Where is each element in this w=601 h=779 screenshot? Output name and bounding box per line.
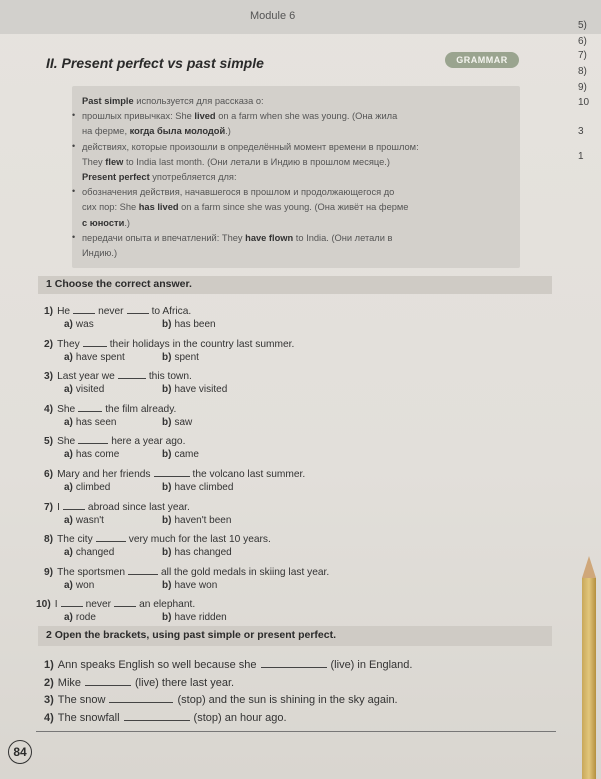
question-number: 2)	[44, 338, 54, 350]
question-row	[44, 369, 192, 382]
question-number: 4)	[44, 403, 54, 415]
fill-in-row	[44, 711, 287, 724]
option-b[interactable]	[162, 319, 216, 330]
grammar-badge: GRAMMAR	[445, 52, 519, 68]
option-letter: a)	[64, 384, 73, 396]
answer-blank[interactable]	[83, 337, 107, 347]
grammar-text: передачи опыта и впечатлений: They	[82, 232, 246, 243]
option-b[interactable]	[162, 580, 217, 591]
grammar-line	[82, 172, 237, 182]
grammar-line	[82, 218, 130, 228]
option-b[interactable]	[162, 547, 232, 558]
grammar-text: They	[82, 156, 106, 167]
question-text: the film already.	[105, 403, 177, 415]
grammar-text: прошлых привычках: She	[82, 111, 195, 122]
grammar-keyword: has lived	[138, 202, 179, 213]
grammar-text: сих пор: She	[82, 202, 139, 213]
option-letter: b)	[162, 612, 172, 624]
grammar-keyword: have flown	[245, 232, 294, 243]
question-text: to Africa.	[151, 306, 192, 317]
option-letter: a)	[64, 514, 73, 526]
module-label: Module 6	[250, 10, 296, 22]
grammar-text: on a farm when she was young. (Она жила	[215, 111, 398, 122]
question-row	[44, 304, 191, 317]
option-text: have ridden	[174, 612, 227, 624]
bullet-icon: •	[72, 140, 76, 151]
answer-blank[interactable]	[127, 304, 149, 314]
grammar-text: на ферме,	[82, 126, 130, 137]
option-b[interactable]	[162, 612, 227, 623]
grammar-line	[82, 96, 264, 106]
question-text: this town.	[148, 371, 192, 383]
question-row	[44, 467, 305, 480]
question-number: 3)	[44, 371, 54, 383]
question-text: Mary and her friends	[57, 469, 151, 480]
question-row	[36, 597, 195, 610]
question-number: 9)	[44, 566, 54, 578]
answer-blank[interactable]	[85, 676, 131, 686]
exercise-1-title: 1 Choose the correct answer.	[46, 278, 192, 290]
question-text: The city	[57, 534, 93, 546]
exercise-2-title: 2 Open the brackets, using past simple or present perfect.	[46, 629, 337, 641]
option-text: haven't been	[174, 514, 232, 526]
item-text: Mike	[57, 676, 82, 689]
answer-blank[interactable]	[124, 711, 190, 721]
question-text: I	[54, 599, 58, 611]
option-letter: b)	[162, 547, 172, 559]
item-text: Ann speaks English so well because she	[57, 659, 257, 671]
pencil-icon	[582, 578, 596, 779]
grammar-text: .)	[124, 217, 130, 228]
option-text: has come	[75, 449, 120, 461]
answer-blank[interactable]	[154, 467, 190, 477]
question-text: the volcano last summer.	[192, 469, 306, 480]
item-number: 2)	[44, 676, 54, 689]
option-letter: b)	[162, 579, 172, 591]
item-number: 1)	[44, 659, 54, 671]
fill-in-row	[44, 693, 398, 706]
option-a[interactable]	[64, 449, 119, 460]
grammar-line	[82, 248, 117, 258]
right-edge-number: 3	[578, 126, 584, 137]
option-text: has seen	[75, 416, 117, 428]
option-letter: b)	[162, 384, 172, 396]
item-text: The snowfall	[57, 711, 120, 724]
question-row	[44, 565, 329, 578]
item-text: (live) in England.	[330, 659, 413, 671]
right-edge-number: 7)	[578, 50, 587, 61]
option-letter: a)	[64, 579, 73, 591]
item-text: The snow	[57, 694, 106, 706]
option-letter: b)	[162, 449, 172, 461]
option-text: have spent	[75, 351, 125, 363]
option-letter: a)	[64, 482, 73, 493]
question-text: I	[57, 501, 60, 513]
fill-in-row	[44, 658, 412, 671]
grammar-text: on a farm since she was young. (Она живёт на ферме	[178, 202, 409, 213]
option-text: won	[75, 579, 95, 591]
grammar-line	[82, 157, 390, 167]
option-letter: b)	[162, 351, 172, 363]
option-letter: a)	[64, 319, 73, 330]
item-text: (stop) an hour ago.	[193, 711, 287, 724]
option-a[interactable]	[64, 417, 117, 428]
fill-in-row	[44, 676, 234, 689]
option-letter: a)	[64, 547, 73, 559]
option-letter: b)	[162, 514, 172, 526]
grammar-text: to India last month. (Они летали в Индию в прошлом месяце.)	[123, 156, 390, 167]
grammar-line	[82, 202, 408, 212]
option-a[interactable]	[64, 319, 94, 330]
right-edge-number: 8)	[578, 66, 587, 77]
grammar-text: обозначения действия, начавшегося в прошлом и продолжающегося до	[82, 187, 395, 198]
answer-blank[interactable]	[96, 532, 126, 542]
bullet-icon: •	[72, 186, 76, 197]
option-a[interactable]	[64, 515, 104, 526]
option-letter: a)	[64, 612, 73, 624]
option-letter: a)	[64, 416, 73, 428]
option-a[interactable]	[64, 580, 94, 591]
option-b[interactable]	[162, 417, 192, 428]
grammar-keyword: когда была молодой	[129, 126, 226, 137]
option-a[interactable]	[64, 384, 104, 395]
question-text: an elephant.	[139, 599, 196, 611]
bullet-icon: •	[72, 110, 76, 121]
option-b[interactable]	[162, 352, 199, 363]
question-text: here a year ago.	[111, 436, 186, 448]
answer-blank[interactable]	[261, 658, 327, 668]
grammar-line	[82, 187, 394, 197]
option-b[interactable]	[162, 482, 233, 493]
question-text: all the gold medals in skiing last year.	[161, 566, 330, 578]
right-edge-number: 10	[578, 97, 590, 108]
grammar-line	[82, 126, 231, 136]
question-text: The sportsmen	[57, 566, 126, 578]
question-row	[44, 532, 271, 545]
option-text: have climbed	[174, 482, 234, 493]
question-text: He	[57, 306, 71, 317]
option-text: spent	[174, 351, 199, 363]
bottom-rule	[36, 731, 556, 732]
option-b[interactable]	[162, 449, 199, 460]
option-text: visited	[75, 384, 105, 396]
question-text: She	[57, 436, 76, 448]
option-text: has changed	[174, 547, 232, 559]
option-text: rode	[75, 612, 96, 624]
grammar-text: .)	[225, 126, 231, 137]
option-text: climbed	[75, 482, 111, 493]
answer-blank[interactable]	[63, 500, 85, 510]
question-row	[44, 337, 294, 350]
question-number: 1)	[44, 306, 54, 317]
grammar-line	[82, 142, 419, 152]
answer-blank[interactable]	[73, 304, 95, 314]
grammar-keyword: с юности	[82, 217, 125, 228]
question-number: 6)	[44, 469, 54, 480]
grammar-text: Индию.)	[82, 248, 118, 258]
grammar-text: действиях, которые произошли в определённый момент времени в прошлом:	[82, 141, 419, 152]
pencil-tip-icon	[582, 556, 596, 578]
question-text: Last year we	[57, 371, 115, 383]
answer-blank[interactable]	[78, 434, 108, 444]
option-b[interactable]	[162, 384, 227, 395]
option-letter: b)	[162, 482, 172, 493]
option-text: have visited	[174, 384, 228, 396]
option-a[interactable]	[64, 352, 125, 363]
grammar-keyword: lived	[194, 111, 216, 122]
option-letter: a)	[64, 351, 73, 363]
option-a[interactable]	[64, 482, 110, 493]
option-text: was	[75, 319, 94, 330]
question-row	[44, 402, 176, 415]
option-letter: b)	[162, 319, 172, 330]
answer-blank[interactable]	[78, 402, 102, 412]
option-text: have won	[174, 579, 218, 591]
answer-blank[interactable]	[128, 565, 158, 575]
grammar-keyword: Present perfect	[82, 172, 150, 182]
grammar-keyword: flew	[105, 156, 124, 167]
question-number: 10)	[36, 599, 51, 611]
question-row	[44, 434, 185, 447]
question-text: very much for the last 10 years.	[128, 534, 271, 546]
item-text: (live) there last year.	[135, 676, 235, 689]
option-a[interactable]	[64, 547, 114, 558]
option-b[interactable]	[162, 515, 231, 526]
right-edge-number: 1	[578, 151, 584, 162]
right-edge-number: 6)	[578, 36, 587, 47]
option-letter: b)	[162, 416, 172, 428]
answer-blank[interactable]	[109, 693, 173, 703]
answer-blank[interactable]	[118, 369, 146, 379]
question-number: 8)	[44, 534, 54, 546]
answer-blank[interactable]	[114, 597, 136, 607]
option-a[interactable]	[64, 612, 96, 623]
item-text: (stop) and the sun is shining in the sky again.	[177, 694, 398, 706]
option-text: changed	[75, 547, 115, 559]
question-text: never	[85, 599, 112, 611]
page-number: 84	[8, 740, 32, 764]
question-text: She	[57, 403, 76, 415]
question-text: abroad since last year.	[87, 501, 190, 513]
question-text: never	[98, 306, 124, 317]
header-band	[0, 0, 601, 34]
bullet-icon: •	[72, 231, 76, 242]
option-text: saw	[174, 416, 193, 428]
grammar-text: to India. (Они летали в	[293, 232, 393, 243]
question-number: 5)	[44, 436, 54, 448]
answer-blank[interactable]	[61, 597, 83, 607]
question-text: They	[57, 338, 80, 350]
option-text: has been	[174, 319, 216, 330]
grammar-line	[82, 233, 392, 243]
item-number: 3)	[44, 694, 54, 706]
question-row	[44, 500, 190, 513]
grammar-text: используется для рассказа о:	[133, 96, 264, 106]
section-title: II. Present perfect vs past simple	[46, 55, 264, 71]
option-text: wasn't	[75, 514, 104, 526]
grammar-text: употребляется для:	[149, 172, 237, 182]
grammar-line	[82, 111, 397, 121]
grammar-keyword: Past simple	[82, 96, 134, 106]
question-number: 7)	[44, 501, 54, 513]
question-text: their holidays in the country last summer.	[109, 338, 295, 350]
item-number: 4)	[44, 711, 54, 724]
right-edge-number: 9)	[578, 82, 587, 93]
option-letter: a)	[64, 449, 73, 461]
option-text: came	[174, 449, 199, 461]
right-edge-number: 5)	[578, 20, 587, 31]
